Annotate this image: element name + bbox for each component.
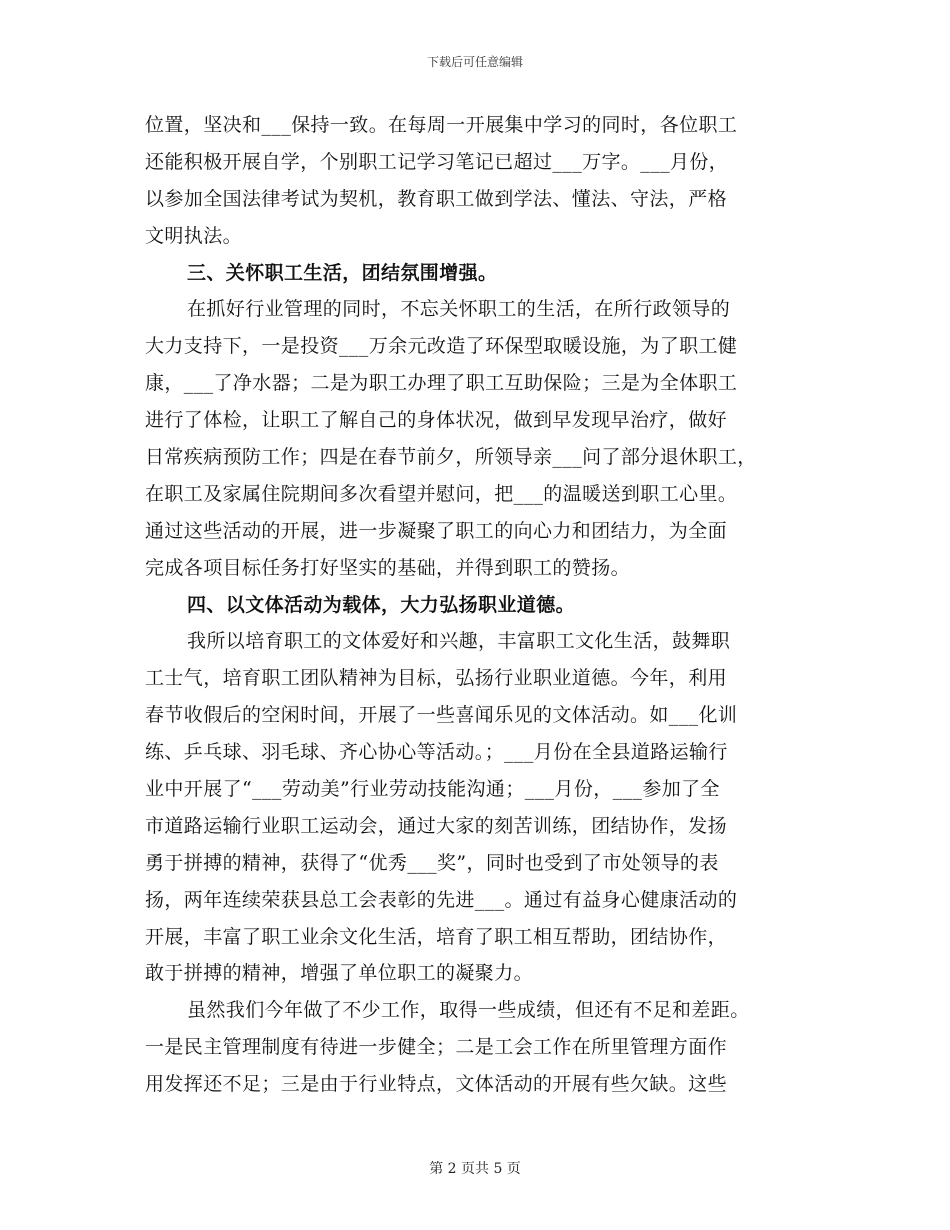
- document-body: [145, 107, 825, 1103]
- page-footer: 第 2 页共 5 页: [429, 1161, 521, 1177]
- paragraph-line: 扬，两年连续荣获县总工会表彰的先进___。通过有益身心健康活动的: [145, 888, 738, 911]
- paragraph-line: 虽然我们今年做了不少工作，取得一些成绩，但还有不足和差距。: [187, 999, 750, 1022]
- paragraph-line: 通过这些活动的开展，进一步凝聚了职工的向心力和团结力，为全面: [145, 519, 728, 542]
- paragraph-line: 进行了体检，让职工了解自己的身体状况，做到早发现早治疗，做好: [145, 409, 728, 432]
- section-heading: 三、关怀职工生活，团结氛围增强。: [187, 261, 498, 284]
- paragraph-line: 在职工及家属住院期间多次看望并慰问，把___的温暖送到职工心里。: [145, 482, 738, 505]
- paragraph-line: 我所以培育职工的文体爱好和兴趣，丰富职工文化生活，鼓舞职: [187, 630, 731, 653]
- paragraph-line: 完成各项目标任务打好坚实的基础，并得到职工的赞扬。: [145, 556, 631, 579]
- paragraph-line: 一是民主管理制度有待进一步健全；二是工会工作在所里管理方面作: [145, 1036, 728, 1059]
- paragraph-line: 市道路运输行业职工运动会，通过大家的刻苦训练，团结协作，发扬: [145, 814, 728, 837]
- paragraph-line: 在抓好行业管理的同时，不忘关怀职工的生活，在所行政领导的: [187, 298, 731, 321]
- paragraph-line: 康，___了净水器；二是为职工办理了职工互助保险；三是为全体职工: [145, 372, 738, 395]
- paragraph-line: 文明执法。: [145, 224, 243, 247]
- paragraph-line: 工士气，培育职工团队精神为目标，弘扬行业职业道德。今年，利用: [145, 667, 728, 690]
- paragraph-line: 春节收假后的空闲时间，开展了一些喜闻乐见的文体活动。如___化训: [145, 704, 738, 727]
- paragraph-line: 业中开展了“___劳动美”行业劳动技能沟通；___月份，___参加了全: [145, 778, 720, 801]
- paragraph-line: 勇于拼搏的精神，获得了“优秀___奖”，同时也受到了市处领导的表: [145, 851, 719, 874]
- paragraph-line: 以参加全国法律考试为契机，教育职工做到学法、懂法、守法，严格: [145, 187, 728, 210]
- page-header: 下载后可任意编辑: [426, 55, 523, 69]
- paragraph-line: 日常疾病预防工作；四是在春节前夕，所领导亲___问了部分退休职工，: [145, 446, 757, 469]
- paragraph-line: 用发挥还不足；三是由于行业特点，文体活动的开展有些欠缺。这些: [145, 1073, 728, 1096]
- paragraph-line: 练、乒乓球、羽毛球、齐心协心等活动。；___月份在全县道路运输行: [145, 741, 728, 764]
- paragraph-line: 开展，丰富了职工业余文化生活，培育了职工相互帮助，团结协作，: [145, 925, 728, 948]
- section-heading: 四、以文体活动为载体，大力弘扬职业道德。: [187, 593, 576, 616]
- paragraph-line: 大力支持下，一是投资___万余元改造了环保型取暖设施，为了职工健: [145, 335, 738, 358]
- paragraph-line: 敢于拼搏的精神，增强了单位职工的凝聚力。: [145, 962, 534, 985]
- paragraph-line: 还能积极开展自学，个别职工记学习笔记已超过___万字。___月份，: [145, 150, 729, 173]
- paragraph-line: 位置，坚决和___保持一致。在每周一开展集中学习的同时，各位职工: [145, 114, 738, 136]
